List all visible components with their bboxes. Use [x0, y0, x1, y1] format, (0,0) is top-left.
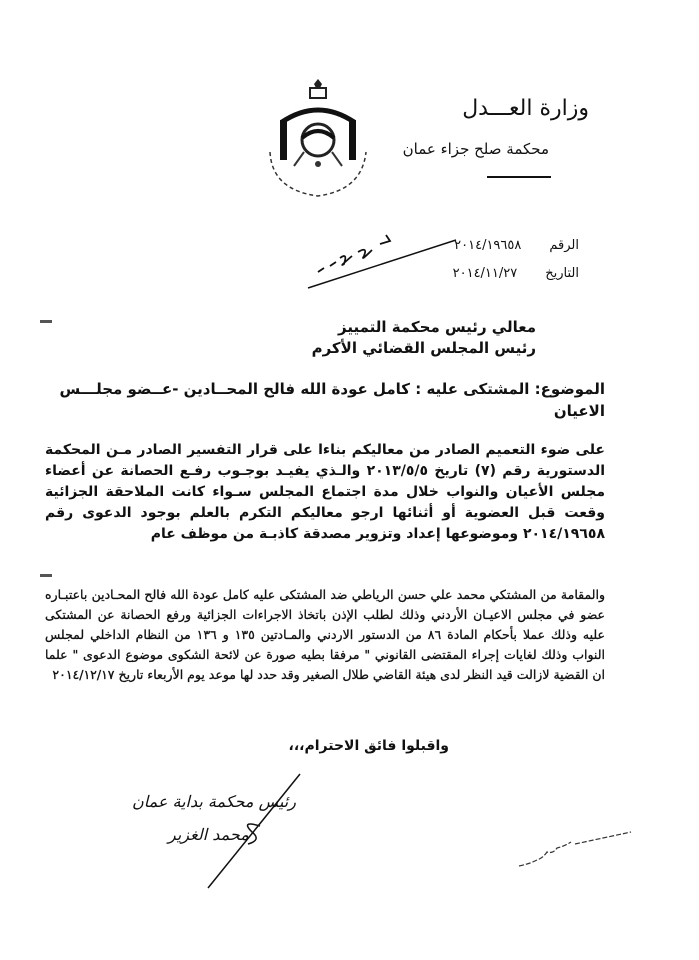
- reference-date-row: [453, 266, 579, 281]
- reference-number-label: الرقم: [549, 238, 579, 253]
- signatory-title: رئيس محكمة بداية عمان: [132, 792, 296, 811]
- margin-speck: [40, 320, 52, 323]
- header-divider: [487, 176, 551, 178]
- court-name: محكمة صلح جزاء عمان: [402, 140, 549, 158]
- ministry-name: وزارة العـــدل: [462, 96, 589, 121]
- body-paragraph-2: والمقامة من المشتكي محمد علي حسن الرياطي ضد المشتكى عليه كامل عودة الله فالح المحـادين باعتبـاره عضو في مجلس الاعيـان الأردني وذلك لطلب الإذن باتخاذ الاجراءات الجزائية ورفع الحصانة عن المشتكى عليه وذلك عملا بأحكام المادة ٨٦ من الدستور الاردني والمـادتين ١٣٥ و ١٣٦ من النظام الداخلي لمجلس النواب وذلك لغايات إجراء المقتضى القانوني " مرفقا بطيه صورة عن لائحة الشكوى موضوع الدعوى " علما ان القضية لازالت قيد النظر لدى هيئة القاضي طلال الصغير وقد حدد لها موعد يوم الأربعاء تاريخ ٢٠١٤/١٢/١٧: [45, 587, 605, 682]
- handwritten-register-mark: [300, 222, 460, 292]
- margin-speck: [40, 574, 52, 577]
- jordan-coat-of-arms-emblem: [262, 78, 374, 202]
- closing-salutation: واقبلوا فائق الاحترام،،،: [288, 738, 449, 754]
- subject-line: الموضوع: المشتكى عليه : كامل عودة الله فالح المحــادين -عــضو مجلـــس الاعيان: [59, 380, 605, 420]
- signature-stroke: [190, 770, 310, 890]
- body-paragraph-1: على ضوء التعميم الصادر من معاليكم بناءا على قرار التفسير الصادر مـن المحكمة الدستورية رقم (٧) تاريخ ٢٠١٣/٥/٥ والـذي يفيـد بوجـوب رفـع الحصانة عن أعضاء مجلس الأعيان والنواب خلال مدة اجتماع المجلس سـواء كانت الملاحقة الجزائية وقعت قبل العضوية أو أثنائها ارجو معاليكم التكرم بالعلم بوجود الدعوى رقم ٢٠١٤/١٩٦٥٨ وموضوعها إعداد وتزوير مصدقة كاذبـة من موظف عام: [45, 442, 605, 542]
- signatory-name: محمد الغزير: [168, 825, 249, 844]
- reference-date-value: ٢٠١٤/١١/٢٧: [452, 266, 518, 281]
- receipt-initials-mark: [515, 830, 635, 870]
- reference-date-label: التاريخ: [545, 266, 579, 281]
- addressee-line-1: معالي رئيس محكمة التمييز: [338, 318, 536, 336]
- reference-number-value: ٢٠١٤/١٩٦٥٨: [454, 238, 522, 253]
- addressee-line-2: رئيس المجلس القضائي الأكرم: [311, 339, 536, 357]
- reference-number-row: [454, 238, 579, 253]
